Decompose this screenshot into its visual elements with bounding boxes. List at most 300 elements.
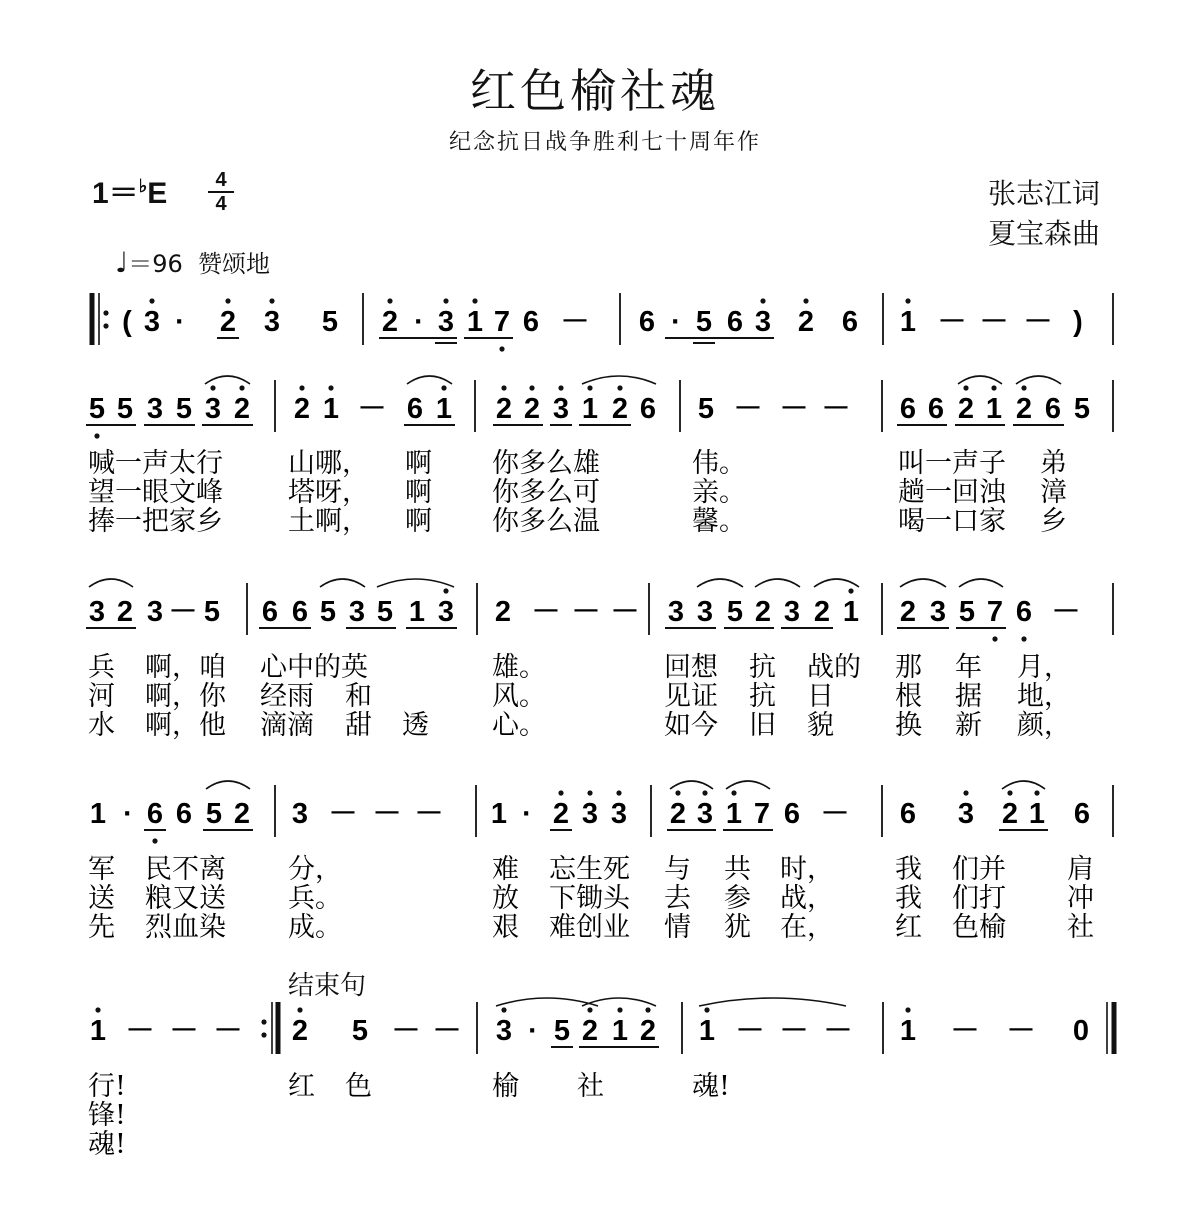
note-symbol: 1 <box>466 306 484 338</box>
note-symbol: 3 <box>957 798 975 830</box>
slur-arc <box>407 376 452 384</box>
slur-arc <box>670 781 713 789</box>
lyric-text: 们并 <box>952 854 1006 885</box>
note-symbol: 2 <box>957 393 975 425</box>
lyric-text: 啊，咱 <box>145 652 226 683</box>
note-symbol: 3 <box>146 393 164 425</box>
octave-dot-high <box>239 385 244 390</box>
note-symbol: 2 <box>291 1015 309 1047</box>
lyric-text: 月， <box>1017 652 1071 683</box>
octave-dot-high <box>529 385 534 390</box>
octave-dot-high <box>441 385 446 390</box>
slur-arc <box>205 376 250 384</box>
lyric-text: 啊 <box>405 506 432 537</box>
lyric-text: 你多么雄 <box>492 448 600 479</box>
note-symbol: 2 <box>899 596 917 628</box>
slur-arc <box>89 579 133 587</box>
note-symbol: 3 <box>88 596 106 628</box>
lyric-text: 民不离 <box>145 854 226 885</box>
note-symbol: － <box>1051 596 1081 628</box>
note-symbol: － <box>560 306 590 338</box>
note-symbol: 5 <box>958 596 976 628</box>
lyric-text: 啊 <box>405 477 432 508</box>
lyric-text: 艰 <box>492 912 519 943</box>
lyric-text: 貌 <box>807 710 834 741</box>
note-symbol: 2 <box>495 393 513 425</box>
lyric-text: 啊，你 <box>145 681 226 712</box>
note-symbol: 2 <box>233 798 251 830</box>
lyric-text: 时， <box>780 854 834 885</box>
octave-dot-high <box>1021 385 1026 390</box>
song-subtitle: 纪念抗日战争胜利七十周年作 <box>448 130 761 155</box>
slur-arc <box>958 376 1002 384</box>
note-symbol: 3 <box>552 393 570 425</box>
note-symbol: 5 <box>351 1015 369 1047</box>
note-symbol: 1 <box>842 596 860 628</box>
note-symbol: 3 <box>696 798 714 830</box>
lyric-text: 先 <box>88 912 115 943</box>
note-symbol: － <box>328 798 358 830</box>
lyric-text: 难创业 <box>549 912 630 943</box>
lyric-text: 犹 <box>724 912 751 943</box>
note-symbol: · <box>175 306 185 338</box>
note-symbol: 6 <box>261 596 279 628</box>
lyric-text: 烈血染 <box>145 912 226 943</box>
lyric-text: 经雨 <box>260 681 314 712</box>
note-symbol: 3 <box>929 596 947 628</box>
lyric-text: 塔呀， <box>288 477 369 508</box>
octave-dot-low <box>499 346 504 351</box>
note-symbol: 1 <box>698 1015 716 1047</box>
repeat-dot <box>261 1032 266 1037</box>
lyric-text: 红 <box>895 912 922 943</box>
lyric-text: 色榆 <box>952 912 1006 943</box>
octave-dot-high <box>269 298 274 303</box>
lyric-text: 见证 <box>664 681 718 712</box>
lyric-text: 透 <box>402 710 429 741</box>
lyric-text: 锋! <box>88 1100 126 1131</box>
lyric-text: 难 <box>492 854 519 885</box>
octave-dot-high <box>1007 790 1012 795</box>
note-symbol: 3 <box>581 798 599 830</box>
octave-dot-high <box>587 385 592 390</box>
lyric-text: 喝一口家 <box>898 506 1006 537</box>
slur-arc <box>377 579 454 587</box>
lyric-text: 你多么可 <box>492 477 600 508</box>
lyric-text: 抗 <box>749 652 776 683</box>
note-symbol: － <box>125 1015 155 1047</box>
octave-dot-high <box>587 1007 592 1012</box>
octave-dot-high <box>558 385 563 390</box>
note-symbol: 2 <box>494 596 512 628</box>
lyric-text: 战， <box>780 883 834 914</box>
note-symbol: 1 <box>322 393 340 425</box>
octave-dot-high <box>1034 790 1039 795</box>
lyric-text: 行! <box>88 1071 126 1102</box>
note-symbol: 2 <box>813 596 831 628</box>
note-symbol: 1 <box>611 1015 629 1047</box>
lyric-text: 如今 <box>664 710 718 741</box>
note-symbol: － <box>950 1015 980 1047</box>
note-symbol: 3 <box>696 596 714 628</box>
octave-dot-low <box>152 838 157 843</box>
note-symbol: － <box>779 1015 809 1047</box>
lyric-text: 肩 <box>1067 854 1094 885</box>
note-symbol: － <box>372 798 402 830</box>
note-symbol: 3 <box>667 596 685 628</box>
note-symbol: － <box>391 1015 421 1047</box>
note-symbol: 3 <box>146 596 164 628</box>
octave-dot-high <box>616 790 621 795</box>
note-symbol: － <box>779 393 809 425</box>
lyric-text: 甜 <box>345 710 372 741</box>
note-symbol: 2 <box>293 393 311 425</box>
lyric-text: 根 <box>895 681 922 712</box>
note-symbol: 2 <box>1001 798 1019 830</box>
note-symbol: － <box>733 393 763 425</box>
note-symbol: 1 <box>1028 798 1046 830</box>
note-symbol: 1 <box>725 798 743 830</box>
note-symbol: － <box>357 393 387 425</box>
slur-arc <box>900 579 946 587</box>
lyric-text: 年 <box>955 652 982 683</box>
note-symbol: 2 <box>523 393 541 425</box>
lyric-text: 红 <box>288 1071 315 1102</box>
note-symbol: 2 <box>233 393 251 425</box>
note-symbol: 2 <box>669 798 687 830</box>
lyric-text: 冲 <box>1067 883 1094 914</box>
octave-dot-high <box>675 790 680 795</box>
quarter-note-icon: ♩ <box>115 246 129 279</box>
lyric-text: 啊 <box>405 448 432 479</box>
lyric-text: 捧一把家乡 <box>88 506 223 537</box>
note-symbol: 0 <box>1072 1015 1090 1047</box>
lyric-text: 风。 <box>492 681 546 712</box>
ending-label: 结束句 <box>288 971 367 1001</box>
note-symbol: 6 <box>639 393 657 425</box>
note-symbol: 2 <box>116 596 134 628</box>
lyric-text: 战的 <box>807 652 861 683</box>
lyric-text: 兵 <box>88 652 115 683</box>
octave-dot-high <box>702 790 707 795</box>
lyric-text: 我 <box>895 854 922 885</box>
lyric-text: 乡 <box>1040 506 1067 537</box>
note-symbol: 2 <box>1015 393 1033 425</box>
tempo-text: ＝96 赞颂地 <box>128 250 271 278</box>
lyric-text: 喊一声太行 <box>88 448 223 479</box>
note-symbol: 6 <box>175 798 193 830</box>
note-symbol: 5 <box>695 306 713 338</box>
note-symbol: － <box>820 798 850 830</box>
lyric-text: 换 <box>895 710 922 741</box>
note-symbol: 2 <box>381 306 399 338</box>
note-symbol: 5 <box>203 596 221 628</box>
note-symbol: 2 <box>552 798 570 830</box>
note-symbol: － <box>823 1015 853 1047</box>
note-symbol: 5 <box>116 393 134 425</box>
octave-dot-high <box>387 298 392 303</box>
note-symbol: 3 <box>263 306 281 338</box>
note-symbol: 5 <box>726 596 744 628</box>
key-note: E <box>147 177 168 210</box>
note-symbol: 3 <box>348 596 366 628</box>
note-symbol: 3 <box>291 798 309 830</box>
note-symbol: 2 <box>611 393 629 425</box>
octave-dot-high <box>210 385 215 390</box>
note-symbol: 3 <box>437 596 455 628</box>
note-symbol: 6 <box>522 306 540 338</box>
note-symbol: 7 <box>986 596 1004 628</box>
lyric-text: 心。 <box>492 710 546 741</box>
lyric-text: 新 <box>955 710 982 741</box>
note-symbol: 6 <box>899 798 917 830</box>
octave-dot-high <box>760 298 765 303</box>
lyric-text: 水 <box>88 710 115 741</box>
note-symbol: 2 <box>797 306 815 338</box>
note-symbol: 3 <box>610 798 628 830</box>
lyric-text: 你多么温 <box>492 506 600 537</box>
slur-arc <box>496 998 598 1006</box>
lyric-text: 心中的英 <box>260 652 368 683</box>
lyric-text: 成。 <box>288 912 342 943</box>
note-symbol: 1 <box>490 798 508 830</box>
note-symbol: 6 <box>1015 596 1033 628</box>
note-symbol: － <box>937 306 967 338</box>
note-symbol: － <box>432 1015 462 1047</box>
time-signature-top: 4 <box>215 169 227 191</box>
note-symbol: 6 <box>1073 798 1091 830</box>
lyric-text: 叫一声子 <box>898 448 1006 479</box>
note-symbol: 3 <box>204 393 222 425</box>
note-symbol: ) <box>1073 306 1083 338</box>
note-symbol: 1 <box>899 306 917 338</box>
slur-arc <box>1002 781 1045 789</box>
note-symbol: 5 <box>88 393 106 425</box>
lyric-text: 色 <box>345 1071 372 1102</box>
lyric-text: 伟。 <box>692 448 746 479</box>
lyric-text: 和 <box>345 681 372 712</box>
note-symbol: 5 <box>1073 393 1091 425</box>
note-symbol: 5 <box>175 393 193 425</box>
flat-sign: ♭ <box>138 176 148 196</box>
slur-arc <box>1016 376 1061 384</box>
octave-dot-high <box>905 298 910 303</box>
lyric-text: 滴滴 <box>260 710 314 741</box>
lyric-text: 土啊， <box>288 506 369 537</box>
lyric-text: 分， <box>288 854 342 885</box>
octave-dot-low <box>94 433 99 438</box>
lyric-text: 们打 <box>952 883 1006 914</box>
note-symbol: · <box>414 306 424 338</box>
note-symbol: 6 <box>927 393 945 425</box>
slur-arc <box>206 781 250 789</box>
lyric-text: 我 <box>895 883 922 914</box>
note-symbol: 1 <box>89 798 107 830</box>
note-symbol: 6 <box>899 393 917 425</box>
composer-credit: 夏宝森曲 <box>987 217 1100 250</box>
octave-dot-high <box>848 588 853 593</box>
slur-arc <box>582 376 656 384</box>
note-symbol: － <box>213 1015 243 1047</box>
lyric-text: 榆 <box>492 1071 519 1102</box>
note-symbol: 3 <box>783 596 801 628</box>
note-symbol: 2 <box>581 1015 599 1047</box>
octave-dot-high <box>443 298 448 303</box>
lyric-text: 送 <box>88 883 115 914</box>
note-symbol: 1 <box>899 1015 917 1047</box>
lyric-text: 忘生死 <box>549 854 630 885</box>
lyric-text: 情 <box>664 912 691 943</box>
note-symbol: 5 <box>697 393 715 425</box>
lyric-text: 社 <box>1067 912 1094 943</box>
octave-dot-high <box>225 298 230 303</box>
octave-dot-high <box>803 298 808 303</box>
note-symbol: － <box>610 596 640 628</box>
lyric-text: 与 <box>664 854 691 885</box>
note-symbol: 5 <box>321 306 339 338</box>
time-signature-bottom: 4 <box>215 193 227 215</box>
lyric-text: 社 <box>577 1071 604 1102</box>
lyric-text: 河 <box>88 681 115 712</box>
note-symbol: 3 <box>754 306 772 338</box>
octave-dot-low <box>992 636 997 641</box>
lyric-text: 兵。 <box>288 883 342 914</box>
note-symbol: · <box>522 798 532 830</box>
note-symbol: 6 <box>406 393 424 425</box>
note-symbol: － <box>821 393 851 425</box>
lyric-text: 日 <box>807 681 834 712</box>
repeat-dot <box>103 323 108 328</box>
note-symbol: 5 <box>205 798 223 830</box>
repeat-dot <box>103 310 108 315</box>
lyric-text: 亲。 <box>692 477 746 508</box>
note-symbol: 3 <box>437 306 455 338</box>
octave-dot-high <box>731 790 736 795</box>
octave-dot-high <box>297 1007 302 1012</box>
note-symbol: － <box>169 1015 199 1047</box>
octave-dot-high <box>299 385 304 390</box>
lyric-text: 回想 <box>664 652 718 683</box>
note-symbol: － <box>571 596 601 628</box>
octave-dot-high <box>501 385 506 390</box>
note-symbol: － <box>531 596 561 628</box>
note-symbol: 6 <box>1044 393 1062 425</box>
note-symbol: 1 <box>89 1015 107 1047</box>
lyric-text: 颜， <box>1017 710 1071 741</box>
note-symbol: 6 <box>291 596 309 628</box>
octave-dot-high <box>991 385 996 390</box>
lyric-text: 漳 <box>1040 477 1067 508</box>
lyric-text: 去 <box>664 883 691 914</box>
lyric-text: 雄。 <box>492 652 546 683</box>
lyric-text: 馨。 <box>692 506 746 537</box>
octave-dot-high <box>443 588 448 593</box>
note-symbol: 3 <box>495 1015 513 1047</box>
octave-dot-high <box>617 385 622 390</box>
note-symbol: 5 <box>319 596 337 628</box>
lyric-text: 参 <box>724 883 751 914</box>
note-symbol: － <box>1006 1015 1036 1047</box>
lyric-text: 山哪， <box>288 448 369 479</box>
lyric-text: 魂! <box>88 1129 126 1160</box>
slur-arc <box>320 579 365 587</box>
slur-arc <box>726 781 770 789</box>
lyric-text: 粮又送 <box>145 883 226 914</box>
note-symbol: · <box>123 798 133 830</box>
lyric-text: 魂! <box>692 1071 730 1102</box>
octave-dot-high <box>963 790 968 795</box>
lyric-text: 下锄头 <box>549 883 630 914</box>
note-symbol: 5 <box>553 1015 571 1047</box>
octave-dot-high <box>704 1007 709 1012</box>
octave-dot-high <box>617 1007 622 1012</box>
octave-dot-high <box>328 385 333 390</box>
octave-dot-high <box>501 1007 506 1012</box>
lyric-text: 啊，他 <box>145 710 226 741</box>
note-symbol: － <box>735 1015 765 1047</box>
octave-dot-high <box>963 385 968 390</box>
octave-dot-high <box>905 1007 910 1012</box>
note-symbol: 6 <box>638 306 656 338</box>
note-symbol: 3 <box>143 306 161 338</box>
slur-arc <box>697 579 743 587</box>
note-symbol: 2 <box>754 596 772 628</box>
note-symbol: 1 <box>408 596 426 628</box>
lyricist-credit: 张志江词 <box>987 177 1100 210</box>
note-symbol: 5 <box>376 596 394 628</box>
slur-arc <box>755 579 800 587</box>
octave-dot-high <box>472 298 477 303</box>
slur-arc <box>699 998 846 1006</box>
note-symbol: － <box>979 306 1009 338</box>
note-symbol: 2 <box>639 1015 657 1047</box>
octave-dot-high <box>645 1007 650 1012</box>
note-symbol: · <box>671 306 681 338</box>
note-symbol: 6 <box>726 306 744 338</box>
note-symbol: － <box>1023 306 1053 338</box>
lyric-text: 地， <box>1017 681 1071 712</box>
lyric-text: 趟一回浊 <box>898 477 1006 508</box>
lyric-text: 放 <box>492 883 519 914</box>
note-symbol: · <box>528 1015 538 1047</box>
octave-dot-low <box>1021 636 1026 641</box>
lyric-text: 旧 <box>749 710 776 741</box>
note-symbol: 1 <box>985 393 1003 425</box>
slur-arc <box>814 579 859 587</box>
note-symbol: 6 <box>146 798 164 830</box>
slur-arc <box>959 579 1003 587</box>
note-symbol: － <box>414 798 444 830</box>
lyric-text: 弟 <box>1040 448 1067 479</box>
octave-dot-high <box>587 790 592 795</box>
song-title: 红色榆社魂 <box>470 64 720 118</box>
lyric-text: 那 <box>895 652 922 683</box>
lyric-text: 共 <box>724 854 751 885</box>
lyric-text: 在， <box>780 912 834 943</box>
lyric-text: 望一眼文峰 <box>88 477 223 508</box>
note-symbol: ( <box>122 306 132 338</box>
note-symbol: 6 <box>841 306 859 338</box>
note-symbol: － <box>168 596 198 628</box>
lyric-text: 军 <box>88 854 115 885</box>
octave-dot-high <box>95 1007 100 1012</box>
key-prefix: 1＝ <box>92 177 139 210</box>
note-symbol: 7 <box>493 306 511 338</box>
repeat-dot <box>261 1019 266 1024</box>
octave-dot-high <box>558 790 563 795</box>
lyric-text: 据 <box>955 681 982 712</box>
note-symbol: 1 <box>581 393 599 425</box>
